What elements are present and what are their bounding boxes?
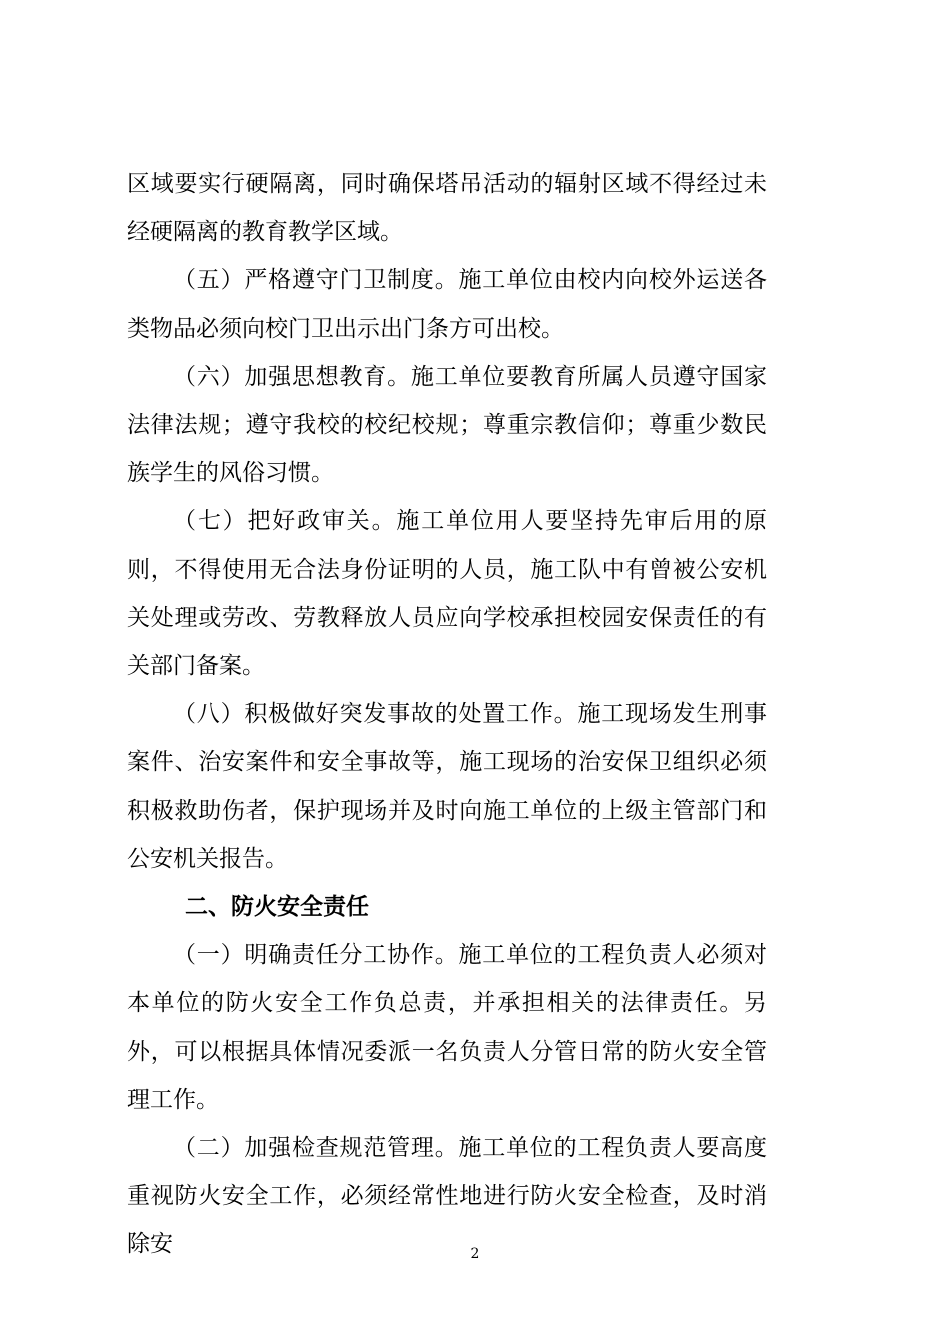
paragraph-item-5: （五）严格遵守门卫制度。施工单位由校内向校外运送各类物品必须向校门卫出示出门条方可出校。 <box>127 267 767 342</box>
document-body <box>127 160 767 1269</box>
paragraph-item-7: （七）把好政审关。施工单位用人要坚持先审后用的原则，不得使用无合法身份证明的人员，施工队中有曾被公安机关处理或劳改、劳教释放人员应向学校承担校园安保责任的有关部门备案。 <box>127 508 767 680</box>
paragraph-fire-item-2: （二）加强检查规范管理。施工单位的工程负责人要高度重视防火安全工作，必须经常性地进行防火安全检查，及时消除安 <box>127 1135 767 1258</box>
section-heading-fire-safety: 二、防火安全责任 <box>185 894 369 921</box>
paragraph-item-8: （八）积极做好突发事故的处置工作。施工现场发生刑事案件、治安案件和安全事故等，施工现场的治安保卫组织必须积极救助伤者，保护现场并及时向施工单位的上级主管部门和公安机关报告。 <box>127 701 767 872</box>
page-number: 2 <box>470 1246 480 1262</box>
paragraph-item-6: （六）加强思想教育。施工单位要教育所属人员遵守国家法律法规；遵守我校的校纪校规；尊重宗教信仰；尊重少数民族学生的风俗习惯。 <box>127 363 767 487</box>
paragraph-fire-item-1: （一）明确责任分工协作。施工单位的工程负责人必须对本单位的防火安全工作负总责，并承担相关的法律责任。另外，可以根据具体情况委派一名负责人分管日常的防火安全管理工作。 <box>127 942 767 1113</box>
paragraph-continued: 区域要实行硬隔离，同时确保塔吊活动的辐射区域不得经过未经硬隔离的教育教学区域。 <box>127 171 767 246</box>
